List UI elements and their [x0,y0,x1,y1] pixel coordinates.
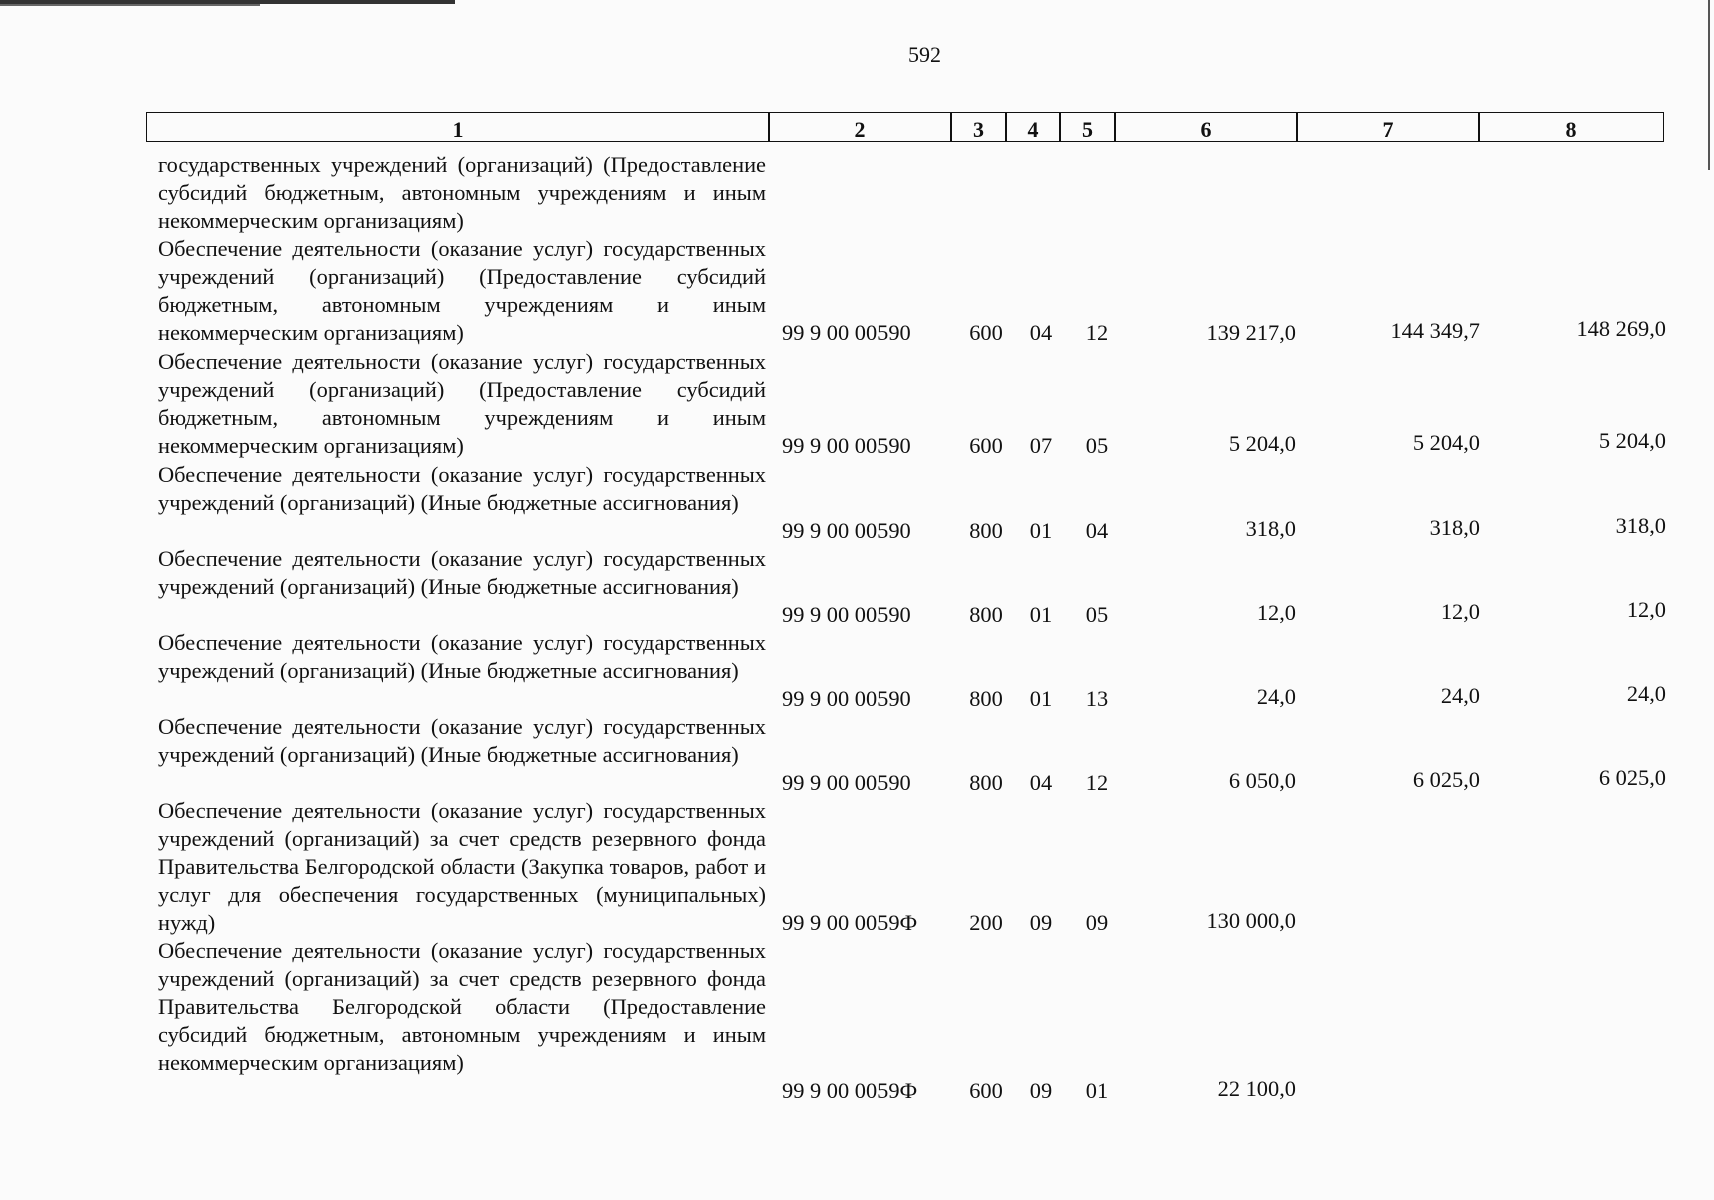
row-description: Обеспечение деятельности (оказание услуг) государственных учреждений (организаций) (Предоставление субсидий бюджетным, автономным учреждениям и иным некоммерческим организациям) [158,236,766,345]
row-value-6: 139 217,0 [1206,320,1296,345]
row-col-5: 05 [1085,602,1109,627]
row-col-3: 600 [969,1078,1003,1103]
row-col-5: 13 [1085,686,1109,711]
row-description: государственных учреждений (организаций) (Предоставление субсидий бюджетным, автономным учреждениям и иным некоммерческим организациям) [158,152,766,233]
row-value-8: 24,0 [1626,681,1666,706]
row-value-8: 5 204,0 [1598,428,1666,453]
row-description: Обеспечение деятельности (оказание услуг) государственных учреждений (организаций) за счет средств резервного фонда Правительства Белгородской области (Закупка товаров, работ и услуг для обеспечения государственных (муниципальных) нужд) [158,798,766,935]
row-value-6: 12,0 [1256,600,1296,625]
row-value-7: 12,0 [1440,599,1480,624]
row-col-5: 12 [1085,770,1109,795]
row-col-5: 04 [1085,518,1109,543]
row-col-4: 04 [1029,770,1053,795]
row-value-6: 318,0 [1245,516,1296,541]
row-description: Обеспечение деятельности (оказание услуг) государственных учреждений (организаций) (Иные бюджетные ассигнования) [158,546,766,599]
header-col-4: 4 [1005,112,1061,142]
row-col-4: 01 [1029,518,1053,543]
scan-edge-line [1708,0,1710,170]
row-value-6: 22 100,0 [1217,1076,1296,1101]
row-col-4: 09 [1029,910,1053,935]
row-code: 99 9 00 0059Ф [782,910,918,935]
row-description: Обеспечение деятельности (оказание услуг) государственных учреждений (организаций) (Иные бюджетные ассигнования) [158,462,766,515]
header-col-5: 5 [1059,112,1116,142]
row-col-5: 01 [1085,1078,1109,1103]
row-col-3: 800 [969,770,1003,795]
row-col-3: 600 [969,433,1003,458]
row-col-3: 800 [969,602,1003,627]
row-code: 99 9 00 00590 [782,518,911,543]
row-col-3: 800 [969,518,1003,543]
row-col-3: 800 [969,686,1003,711]
row-col-5: 09 [1085,910,1109,935]
header-col-8: 8 [1478,112,1664,142]
row-code: 99 9 00 00590 [782,686,911,711]
row-value-8: 6 025,0 [1598,765,1666,790]
scan-artifact-line [0,4,260,6]
row-value-6: 130 000,0 [1206,908,1296,933]
row-value-7: 24,0 [1440,683,1480,708]
row-value-7: 6 025,0 [1412,767,1480,792]
row-value-6: 6 050,0 [1228,768,1296,793]
header-col-3: 3 [950,112,1007,142]
row-col-3: 200 [969,910,1003,935]
row-value-7: 318,0 [1429,515,1480,540]
page-number: 592 [908,42,941,67]
row-code: 99 9 00 0059Ф [782,1078,918,1103]
row-col-4: 07 [1029,433,1053,458]
row-col-5: 12 [1085,320,1109,345]
header-col-2: 2 [768,112,952,142]
row-description: Обеспечение деятельности (оказание услуг) государственных учреждений (организаций) за счет средств резервного фонда Правительства Белгородской области (Предоставление субсидий бюджетным, автономным учреждениям и иным некоммерческим организациям) [158,938,766,1075]
row-code: 99 9 00 00590 [782,320,911,345]
row-col-5: 05 [1085,433,1109,458]
row-code: 99 9 00 00590 [782,602,911,627]
row-value-6: 24,0 [1256,684,1296,709]
header-col-6: 6 [1114,112,1298,142]
row-value-6: 5 204,0 [1228,431,1296,456]
row-value-7: 144 349,7 [1390,318,1480,343]
row-col-4: 01 [1029,686,1053,711]
header-col-7: 7 [1296,112,1480,142]
row-description: Обеспечение деятельности (оказание услуг) государственных учреждений (организаций) (Иные бюджетные ассигнования) [158,714,766,767]
row-value-8: 318,0 [1615,513,1666,538]
row-col-4: 01 [1029,602,1053,627]
row-col-3: 600 [969,320,1003,345]
row-value-8: 12,0 [1626,597,1666,622]
row-col-4: 09 [1029,1078,1053,1103]
row-value-7: 5 204,0 [1412,430,1480,455]
header-col-1: 1 [146,112,770,142]
row-description: Обеспечение деятельности (оказание услуг) государственных учреждений (организаций) (Иные бюджетные ассигнования) [158,630,766,683]
row-code: 99 9 00 00590 [782,433,911,458]
row-code: 99 9 00 00590 [782,770,911,795]
row-value-8: 148 269,0 [1576,316,1666,341]
table-header [146,112,1674,144]
row-col-4: 04 [1029,320,1053,345]
row-description: Обеспечение деятельности (оказание услуг) государственных учреждений (организаций) (Предоставление субсидий бюджетным, автономным учреждениям и иным некоммерческим организациям) [158,349,766,458]
